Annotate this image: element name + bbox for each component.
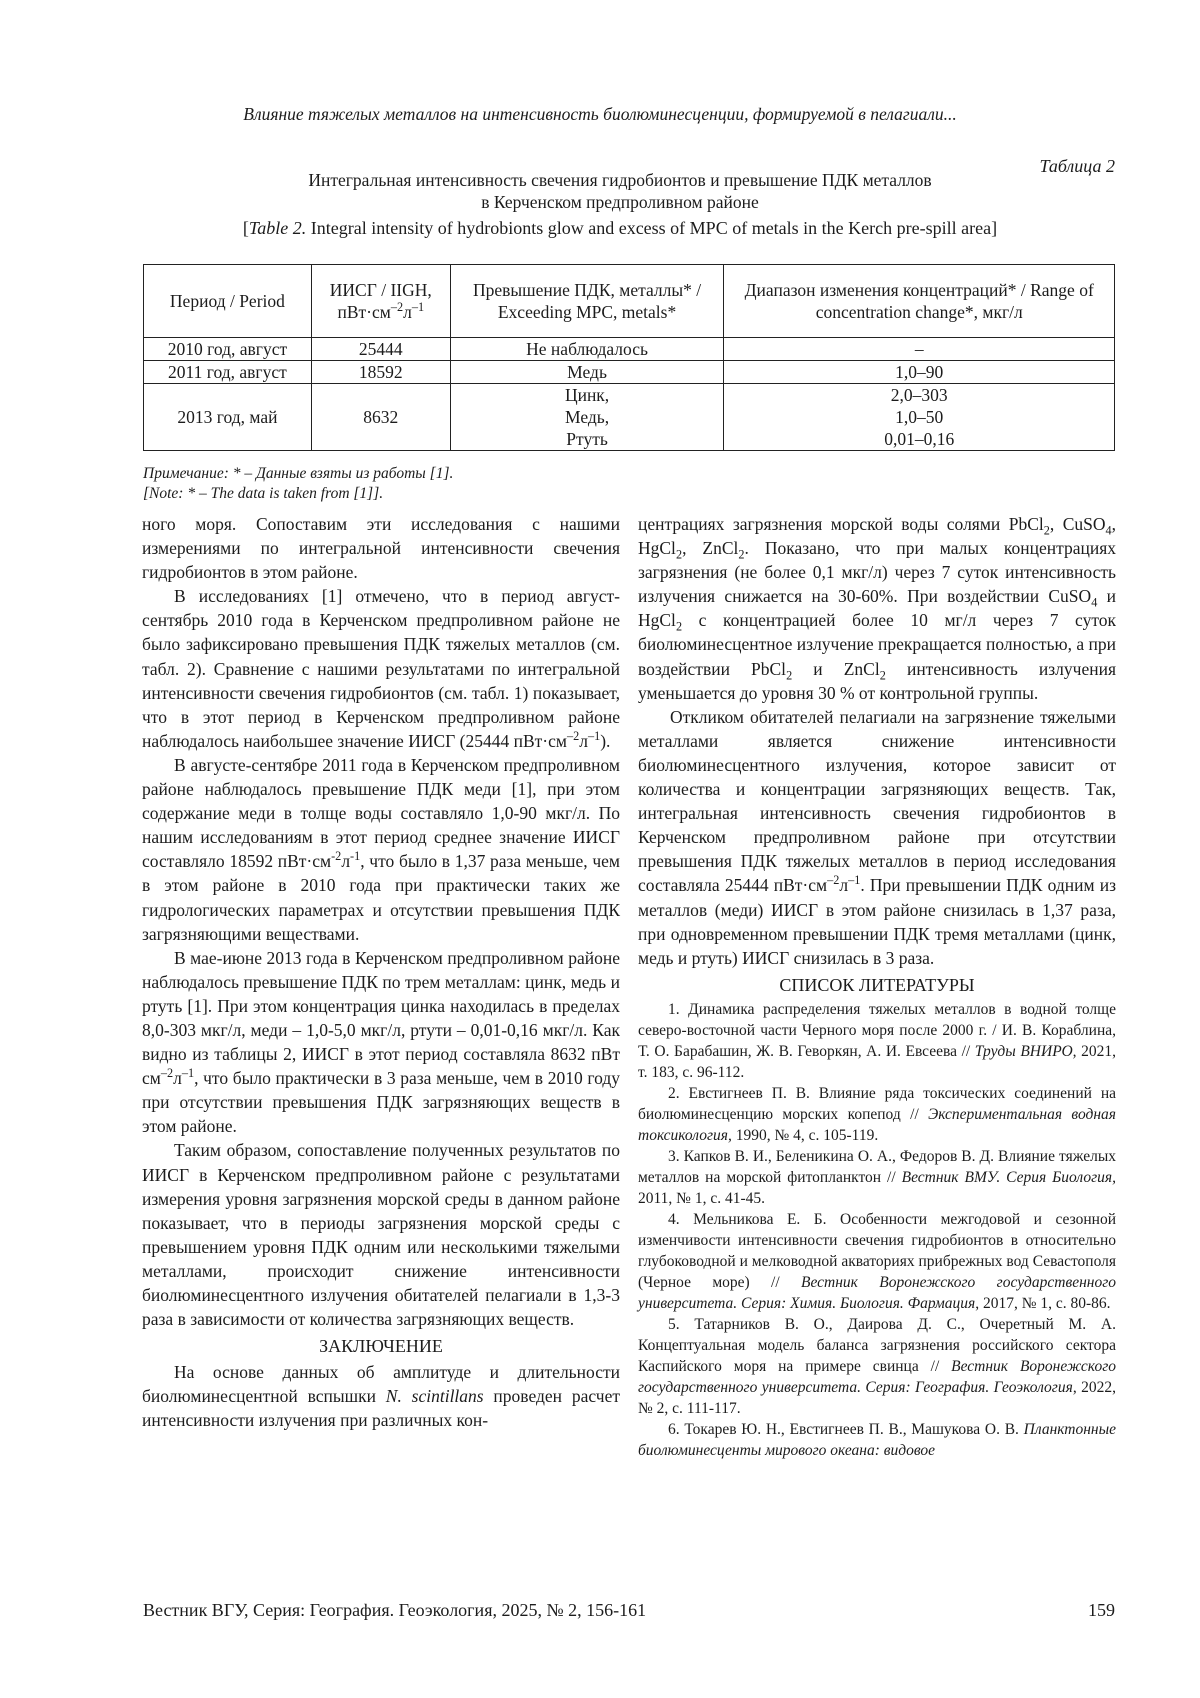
table-note-ru: Примечание: * – Данные взяты из работы [1]. (143, 465, 454, 482)
text: , 2017, № 1, с. 80-86. (975, 1294, 1111, 1312)
cell-metals: Медь (450, 361, 724, 384)
subscript: 4 (1091, 595, 1098, 610)
header-iisg-exp1: –2 (390, 300, 404, 315)
left-column (142, 512, 620, 1433)
text: 2021, т. 183, с. 96-112. (638, 1042, 1116, 1081)
paragraph: ного моря. Сопоставим эти исследования с нашими измерениями по интегральной интенсивности свечения гидробионтов в этом районе. (142, 514, 620, 583)
table-title-ru-line2: в Керченском предпроливном районе (481, 192, 759, 212)
text: 4. Мельникова Е. Б. Особенности межгодовой и сезонной изменчивости интенсивности свечения гидробионтов в относительно глубоководной и мелководной акваториях прибрежных вод Севастополя (Черное море) // (638, 1210, 1116, 1291)
text: 1. Динамика распределения тяжелых металлов в водной толще северо-восточной части Черного моря после 2000 г. / И. В. Кораблина, Т. О. Барабашин, Ж. В. Геворкян, А. И. Евсеева // (638, 1000, 1116, 1060)
subscript: 2 (879, 668, 886, 683)
text: л (579, 730, 588, 751)
table-row (144, 338, 1115, 361)
superscript: –2 (160, 1066, 174, 1081)
range-mercury: 0,01–0,16 (884, 429, 955, 449)
cell-period: 2011 год, август (144, 361, 312, 384)
range-copper: 1,0–50 (895, 407, 944, 427)
text: , что было в 1,37 раза меньше, чем в этом районе в 2010 года при практически таких же гидрологических параметрах и отсутствии превышения ПДК загрязняющими веществами. (142, 851, 620, 944)
text: , ZnCl (682, 538, 739, 559)
header-iisg-l: л (403, 302, 412, 322)
reference-item (638, 1146, 1116, 1209)
footer-journal: Вестник ВГУ, Серия: География. Геоэкология, 2025, № 2, 156-161 (143, 1600, 647, 1620)
text: проведен расчет интенсивности излучения при различных кон- (142, 1386, 620, 1431)
journal-name: Труды ВНИРО, (974, 1042, 1077, 1060)
reference-item (638, 1209, 1116, 1314)
superscript: -2 (331, 849, 342, 864)
cell-range (724, 384, 1115, 451)
page-footer (143, 1600, 1115, 1621)
header-iisg-unit: пВт·см (337, 302, 391, 322)
text: Откликом обитателей пелагиали на загрязнение тяжелыми металлами является снижение интенсивности биолюминесцентного излучения, которое зависит от количества и концентрации загрязняющих веществ. Так, интегральная интенсивность свечения гидробионтов в Керченском предпроливном районе при отсутствии превышения ПДК тяжелых металлов в период исследования составляла 25444 пВт·см (638, 706, 1116, 896)
text: , CuSO (1049, 514, 1106, 534)
superscript: –1 (587, 729, 601, 744)
reference-item (638, 1419, 1116, 1461)
text: 2011, № 1, с. 41-45. (638, 1189, 766, 1207)
text: , HgCl (638, 514, 1116, 559)
superscript: –2 (566, 729, 580, 744)
reference-item (638, 999, 1116, 1083)
subscript: 4 (1105, 523, 1112, 538)
text: 6. Токарев Ю. Н., Евстигнеев П. В., Машукова О. В. (668, 1420, 1024, 1438)
text: и ZnCl (792, 658, 880, 679)
header-excess: Превышение ПДК, металлы* / Exceeding MPC, metals* (450, 265, 724, 338)
text: , 2022, № 2, с. 111-117. (638, 1378, 1117, 1417)
text: . Показано, что при малых концентрациях загрязнения (не более 0,1 мкг/л) через 7 суток интенсивность излучения снижается на 30-60%. При воздействии CuSO (638, 538, 1116, 607)
cell-iisg: 8632 (311, 384, 450, 451)
metal-zinc: Цинк, (564, 385, 610, 405)
paragraph (638, 705, 1116, 970)
text: В исследованиях [1] отмечено, что в период август-сентябрь 2010 года в Керченском предпроливном районе не было зафиксировано превышения ПДК тяжелых металлов (см. табл. 2). Сравнение с нашими результатами по интегральной интенсивности свечения гидробионтов (см. табл. 1) показывает, что в этот период в Керченском предпроливном районе наблюдалось наибольшее значение ИИСГ (25444 пВт·см (142, 586, 620, 751)
superscript: –1 (848, 873, 861, 888)
header-range: Диапазон изменения концентраций* / Range of concentration change*, мкг/л (724, 265, 1115, 338)
reference-item (638, 1083, 1116, 1146)
table-title-en-text: Integral intensity of hydrobionts glow and excess of MPC of metals in the Kerch pre-spill area (310, 218, 992, 238)
metal-mercury: Ртуть (566, 429, 608, 449)
superscript: –1 (181, 1066, 195, 1081)
running-header: Влияние тяжелых металлов на интенсивность биолюминесценции, формируемой в пелагиали... (243, 104, 957, 124)
journal-name: Вестник Воронежского государственного университета. Серия: География. Геоэкология (638, 1357, 1116, 1396)
paragraph (142, 584, 620, 753)
header-iisg-exp2: –1 (411, 300, 425, 315)
reference-item (638, 1314, 1116, 1419)
cell-iisg: 18592 (311, 361, 450, 384)
journal-name: Вестник Воронежского государственного университета. Серия: Химия. Биология. Фармация (638, 1273, 1117, 1312)
references-list (638, 999, 1116, 1461)
subscript: 2 (675, 547, 683, 562)
text: центрациях загрязнения морской воды солями PbCl (638, 514, 1044, 534)
journal-name: Экспериментальная водная токсикология, (638, 1105, 1116, 1144)
text: 5. Татарников В. О., Даирова Д. С., Очеретный М. А. Концептуальная модель баланса загрязнения российского сектора Каспийского моря на примере свинца // (638, 1315, 1116, 1375)
metal-copper: Медь, (564, 407, 610, 427)
table-label: Таблица 2 (1039, 156, 1115, 176)
cell-range: 1,0–90 (724, 361, 1115, 384)
paragraph (142, 1360, 620, 1432)
cell-metals: Не наблюдалось (450, 338, 724, 361)
table-title-en-prefix: Table 2. (248, 218, 307, 238)
text: . При превышении ПДК одним из металлов (меди) ИИСГ в этом районе снизилась в 1,37 раза, при одновременном превышении ПДК тремя металлами (цинк, медь и ртуть) ИИСГ снизилась в 3 раза. (638, 875, 1116, 968)
text: В мае-июне 2013 года в Керченском предпроливном районе наблюдалось превышение ПДК по трем металлам: цинк, медь и ртуть [1]. При этом концентрация цинка находилась в пределах 8,0-303 мкг/л, меди – 1,0-5,0 мкг/л, ртути – 0,01-0,16 мкг/л. Как видно из таблицы 2, ИИСГ в этот период составляла 8632 пВт см (142, 947, 620, 1089)
text: ). (600, 730, 611, 751)
range-zinc: 2,0–303 (890, 385, 948, 405)
text: л (839, 875, 849, 896)
paragraph (142, 946, 620, 1139)
cell-metals (450, 384, 724, 451)
text: , что было практически в 3 раза меньше, чем в 2010 году при отсутствии превышения ПДК загрязняющих веществ в этом районе. (142, 1068, 620, 1137)
subscript: 2 (738, 547, 745, 562)
subscript: 2 (675, 619, 683, 634)
text: В августе-сентябре 2011 года в Керченском предпроливном районе наблюдалось превышение ПДК меди [1], при этом содержание меди в толще воды составляло 1,0-90 мкг/л. По нашим исследованиям в этот период среднее значение ИИСГ составляло 18592 пВт·см (142, 754, 620, 872)
subscript: 2 (1043, 523, 1050, 538)
text: На основе данных об амплитуде и длительности биолюминесцентной вспышки (142, 1362, 620, 1407)
header-period: Период / Period (144, 265, 312, 338)
journal-name: Вестник ВМУ. Серия Биология, (901, 1168, 1116, 1186)
text: интенсивность излучения уменьшается до уровня 30 % от контрольной группы. (638, 658, 1117, 703)
superscript: –2 (827, 873, 840, 888)
table-header-row (144, 265, 1115, 338)
right-column (638, 512, 1116, 1461)
cell-period: 2010 год, август (144, 338, 312, 361)
header-iisg-label: ИИСГ / IIGH, (329, 280, 432, 300)
references-heading: СПИСОК ЛИТЕРАТУРЫ (779, 974, 975, 995)
data-table (143, 264, 1115, 451)
text: 2. Евстигнеев П. В. Влияние ряда токсических соединений на биолюминесценцию морских копепод // (638, 1084, 1116, 1123)
page-number: 159 (1088, 1600, 1115, 1620)
species-name: N. scintillans (385, 1386, 484, 1407)
table-row (144, 361, 1115, 384)
conclusion-heading: ЗАКЛЮЧЕНИЕ (319, 1336, 443, 1357)
paragraph: Таким образом, сопоставление полученных результатов по ИИСГ в Керченском предпроливном районе с результатами измерения уровня загрязнения морской среды в данном районе показывает, что в периоды загрязнения морской среды с превышением уровня ПДК одним или несколькими тяжелыми металлами, происходит снижение интенсивности биолюминесцентного излучения обитателей пелагиали в 1,3-3 раза в зависимости от количества загрязняющих веществ. (142, 1140, 620, 1330)
table-row (144, 384, 1115, 451)
text: 3. Капков В. И., Беленикина О. А., Федоров В. Д. Влияние тяжелых металлов на морской фитопланктон // (638, 1147, 1116, 1186)
text: 1990, № 4, с. 105-119. (731, 1126, 879, 1144)
header-iisg (311, 265, 450, 338)
superscript: -1 (350, 849, 361, 864)
text: с концентрацией более 10 мг/л через 7 суток биолюминесцентное излучение прекращается полностью, а при воздействии PbCl (638, 610, 1116, 679)
text: и HgCl (638, 586, 1116, 631)
paragraph (142, 753, 620, 946)
cell-iisg: 25444 (311, 338, 450, 361)
book-title: Планктонные биолюминесценты мирового океана: видовое (638, 1420, 1116, 1459)
table-title-ru-line1: Интегральная интенсивность свечения гидробионтов и превышение ПДК металлов (308, 170, 932, 190)
text: л (341, 851, 351, 872)
cell-period: 2013 год, май (144, 384, 312, 451)
paragraph (638, 512, 1116, 705)
subscript: 2 (786, 668, 793, 683)
text: л (173, 1068, 182, 1089)
table-title-en: [Table 2. Integral intensity of hydrobionts glow and excess of MPC of metals in the Kerch pre-spill area] (242, 218, 998, 238)
table-note-en: [Note: * – The data is taken from [1]]. (143, 485, 384, 502)
cell-range: – (724, 338, 1115, 361)
